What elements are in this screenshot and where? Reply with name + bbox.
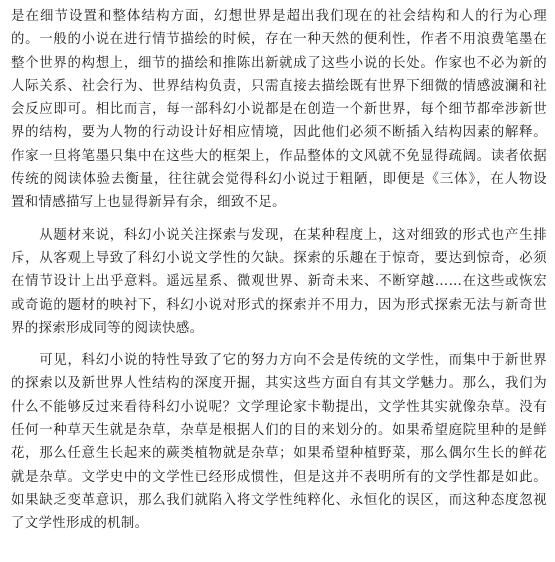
- text-line: 了文学性形成的机制。: [11, 516, 149, 532]
- text-line: 就是杂草。文学史中的文学性已经形成惯性，但是这并不表明所有的文学性都是如此。: [11, 469, 547, 485]
- text-line: 界的探索形成同等的阅读快感。: [11, 320, 204, 336]
- text-line: 什么不能够反过来看待科幻小说呢？文学理论家卡勒提出，文学性其实就像杂草。没有: [11, 399, 547, 415]
- text-line: 或奇诡的题材的映衬下，科幻小说对形式的探索并不用力，因为形式探索无法与新奇世: [11, 297, 547, 313]
- text-line: 传统的阅读体验去衡量，往往就会觉得科幻小说过于粗陋，即便是《三体》，在人物设: [11, 172, 547, 188]
- text-line: 界的结构，要为人物的行动设计好相应情境，因此他们必须不断插入结构因素的解释。: [11, 125, 547, 141]
- text-line: 的。一般的小说在进行情节描绘的时候，存在一种天然的便利性，作者不用浪费笔墨在: [11, 32, 547, 48]
- text-line: 如果缺乏变革意识，那么我们就陷入将文学性纯粹化、永恒化的误区，而这种态度忽视: [11, 492, 547, 508]
- text-line: 任何一种草天生就是杂草，杂草是根据人们的目的来划分的。如果希望庭院里种的是鲜: [11, 423, 547, 439]
- text-line: 整个世界的构想上，细节的描绘和推陈出新就成了这些小说的长处。作家也不必为新的: [11, 55, 547, 71]
- paragraph-2: [11, 224, 547, 340]
- text-line: 花，那么任意生长起来的蕨类植物就是杂草；如果希望种植野菜，那么偶尔生长的鲜花: [11, 446, 547, 462]
- text-line: 可见，科幻小说的特性导致了它的努力方向不会是传统的文学性，而集中于新世界: [11, 353, 547, 369]
- text-line: 会反应即可。相比而言，每一部科幻小说都是在创造一个新世界，每个细节都牵涉新世: [11, 102, 547, 118]
- text-line: 的探索以及新世界人性结构的深度开掘，其实这些方面自有其文学魅力。那么，我们为: [11, 376, 547, 392]
- paragraph-1: [11, 5, 547, 215]
- text-line: 是在细节设置和整体结构方面，幻想世界是超出我们现在的社会结构和人的行为心理: [11, 9, 547, 24]
- text-line: 斥，从客观上导致了科幻小说文学性的欠缺。探索的乐趣在于惊奇，要达到惊奇，必须: [11, 250, 547, 266]
- text-line: 在情节设计上出乎意料。遥远星系、微观世界、新奇未来、不断穿越……在这些或恢宏: [11, 274, 547, 290]
- text-line: 置和情感描写上也显得新异有余，细致不足。: [11, 195, 286, 211]
- text-line: 从题材来说，科幻小说关注探索与发现，在某种程度上，这对细致的形式也产生排: [11, 227, 547, 243]
- paragraph-3: [11, 349, 547, 535]
- text-line: 作家一旦将笔墨只集中在这些大的框架上，作品整体的文风就不免显得疏阔。读者依据: [11, 148, 547, 164]
- text-line: 人际关系、社会行为、世界结构负责，只需直接去描绘既有世界下细微的情感波澜和社: [11, 78, 547, 94]
